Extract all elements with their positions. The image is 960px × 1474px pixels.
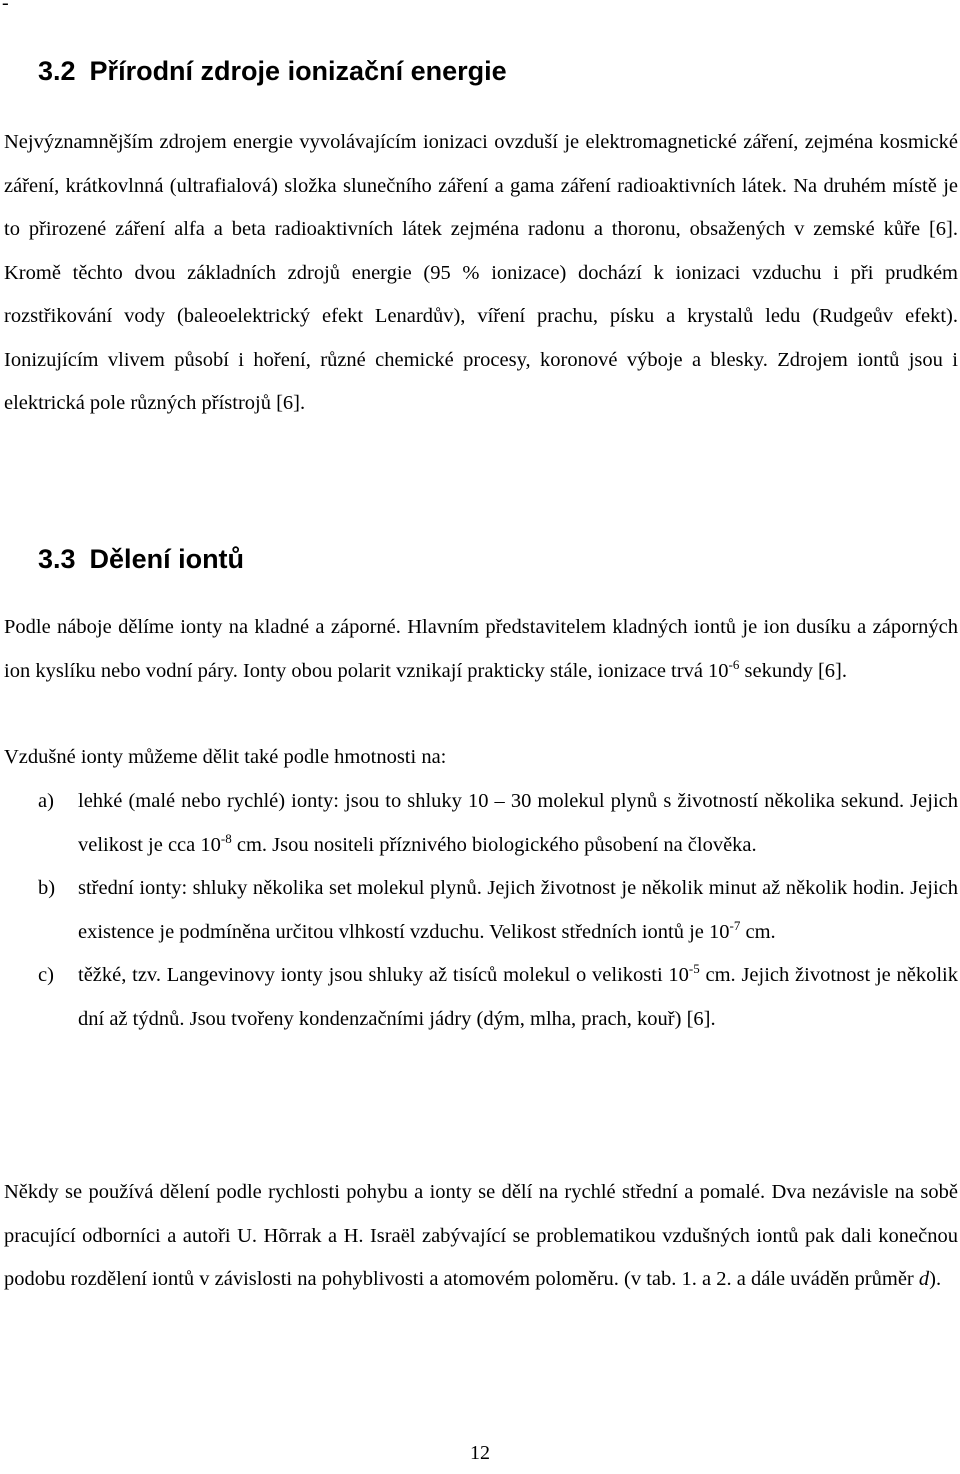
list-marker: c) bbox=[38, 964, 54, 986]
text-run: Někdy se používá dělení podle rychlosti pohybu a ionty se dělí na rychlé střední a pomalé. Dva nezávisle na sobě pracující odborníci a autoři U. Hõrrak a H. Israël zabývající se problematikou vzdušných iontů pak dali konečnou podobu rozdělení iontů v závislosti na pohyblivosti a atomovém poloměru. (v tab. 1. a 2. a dále uváděn průměr bbox=[4, 1181, 958, 1290]
paragraph-mass-division-intro: Vzdušné ionty můžeme dělit také podle hmotnosti na: bbox=[4, 746, 447, 768]
italic-symbol: d bbox=[918, 1268, 930, 1290]
section-heading-3-2 bbox=[38, 56, 507, 87]
text-run: ). bbox=[929, 1268, 942, 1290]
superscript-exponent: -7 bbox=[729, 917, 741, 933]
header-dash: - bbox=[2, 0, 9, 14]
text-run: cm. Jsou nositeli příznivého biologického působení na člověka. bbox=[231, 833, 757, 856]
list-marker: b) bbox=[38, 877, 56, 899]
list-marker: a) bbox=[38, 790, 54, 812]
section-title: Dělení iontů bbox=[89, 544, 245, 574]
section-title: Přírodní zdroje ionizační energie bbox=[89, 56, 507, 86]
superscript-exponent: -5 bbox=[688, 961, 700, 976]
text-run: Podle náboje dělíme ionty na kladné a záporné. Hlavním představitelem kladných iontů je ion dusíku a záporných ion kyslíku nebo vodní páry. Ionty obou polarit vznikají prakticky stále, ionizace trvá 10 bbox=[4, 616, 958, 682]
paragraph-natural-sources: Nejvýznamnějším zdrojem energie vyvolávajícím ionizaci ovzduší je elektromagnetické záření, zejména kosmické záření, krátkovlnná (ultrafialová) složka slunečního záření a gama záření radioaktivních látek. Na druhém místě je to přirozené záření alfa a beta radioaktivních látek zejména radonu a thoronu, obsažených v zemské kůře [6]. Kromě těchto dvou základních zdrojů energie (95 % ionizace) dochází k ionizaci vzduchu i při prudkém rozstřikování vody (baleoelektrický efekt Lenardův), víření prachu, písku a krystalů ledu (Rudgeův efekt). Ionizujícím vlivem působí i hoření, různé chemické procesy, koronové výboje a blesky. Zdrojem iontů jsou i elektrická pole různých přístrojů [6]. bbox=[4, 131, 958, 414]
text-run: střední ionty: shluky několika set molekul plynů. Jejich životnost je několik minut až několik hodin. Jejich existence je podmíněna určitou vlhkostí vzduchu. Velikost středních iontů je 10 bbox=[78, 877, 958, 943]
page-number: 12 bbox=[470, 1442, 490, 1464]
text-run: cm. Jejich životnost je několik dní až týdnů. Jsou tvořeny kondenzačními jádry (dým, mlha, prach, kouř) [6]. bbox=[78, 964, 958, 1030]
text-run: cm. bbox=[740, 920, 776, 943]
list-item bbox=[4, 780, 958, 867]
text-run: sekundy [6]. bbox=[739, 659, 847, 682]
paragraph-speed-division bbox=[4, 1171, 958, 1302]
ion-type-list bbox=[4, 780, 958, 1041]
section-number: 3.3 bbox=[38, 544, 76, 574]
section-heading-3-3 bbox=[38, 544, 244, 575]
paragraph-charge-division bbox=[4, 606, 958, 693]
text-run: těžké, tzv. Langevinovy ionty jsou shluky až tisíců molekul o velikosti 10 bbox=[78, 964, 689, 986]
section-number: 3.2 bbox=[38, 56, 76, 86]
text-run: lehké (malé nebo rychlé) ionty: jsou to shluky 10 – 30 molekul plynů s životností několika sekund. Jejich velikost je cca 10 bbox=[78, 790, 958, 856]
list-item bbox=[4, 867, 958, 954]
list-item bbox=[4, 954, 958, 1041]
superscript-exponent: -8 bbox=[220, 830, 232, 846]
superscript-exponent: -6 bbox=[728, 656, 740, 672]
